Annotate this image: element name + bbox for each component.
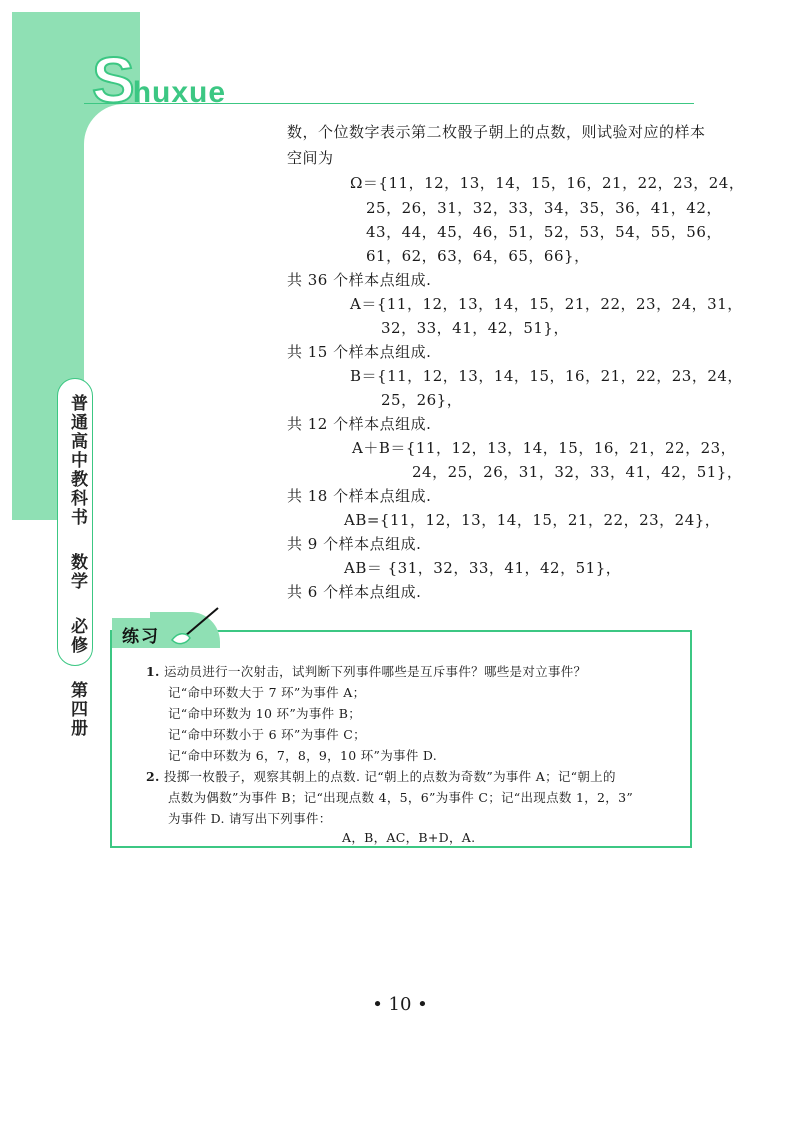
exercise-text: 点数为偶数”为事件 B；记“出现点数 4，5，6”为事件 C；记“出现点数 1，2，3”	[168, 790, 634, 805]
exercise-text: 投掷一枚骰子，观察其朝上的点数. 记“朝上的点数为奇数”为事件 A；记“朝上的	[163, 769, 616, 784]
page-number: • 10 •	[372, 994, 428, 1015]
exercise-text: 为事件 D. 请写出下列事件：	[168, 811, 332, 826]
body-line: 数，个位数字表示第二枚骰子朝上的点数，则试验对应的样本	[287, 123, 706, 141]
exercise-text: 记“命中环数大于 7 环”为事件 A；	[168, 685, 366, 700]
exercise-text: 记“命中环数为 6，7，8，9，10 环”为事件 D.	[168, 748, 438, 763]
body-line: 25，26，31，32，33，34，35，36，41，42，	[366, 199, 722, 217]
body-line: AB＝ {31，32，33，41，42，51}，	[344, 559, 622, 577]
body-line: 25，26}，	[381, 391, 463, 409]
exercise-text: 运动员进行一次射击，试判断下列事件哪些是互斥事件？哪些是对立事件？	[163, 664, 587, 679]
exercise-title: 练习	[122, 627, 160, 647]
body-line: B＝{11，12，13，14，15，16，21，22，23，24，	[350, 367, 743, 385]
body-line: 共 15 个样本点组成.	[287, 343, 432, 361]
exercise-text: 记“命中环数小于 6 环”为事件 C；	[168, 727, 366, 742]
body-line: AB={11，12，13，14，15，21，22，23，24}，	[344, 511, 721, 529]
side-tab-text	[60, 394, 90, 738]
body-line: 共 12 个样本点组成.	[287, 415, 432, 433]
exercise-number: 2.	[146, 769, 160, 784]
volume: 第四册	[67, 680, 87, 738]
body-line: A＝{11，12，13，14，15，21，22，23，24，31，	[350, 295, 743, 313]
body-line: 共 6 个样本点组成.	[287, 583, 422, 601]
body-line: 32，33，41，42，51}，	[381, 319, 569, 337]
subject: 数学	[67, 552, 87, 591]
body-line: 共 36 个样本点组成.	[287, 271, 432, 289]
body-line: 24，25，26，31，32，33，41，42，51}，	[412, 463, 743, 481]
body-line: 共 18 个样本点组成.	[287, 487, 432, 505]
body-line: Ω＝{11，12，13，14，15，16，21，22，23，24，	[350, 174, 745, 192]
body-line: 共 9 个样本点组成.	[287, 535, 422, 553]
shuxue-logo: Shuxue	[92, 44, 227, 116]
volume-type: 必修	[67, 616, 87, 655]
exercise-number: 1.	[146, 664, 160, 679]
book-title: 普通高中教科书	[67, 394, 87, 527]
body-line: 61，62，63，64，65，66}，	[366, 247, 590, 265]
exercise-text: 记“命中环数为 10 环”为事件 B；	[168, 706, 361, 721]
exercise-item	[146, 662, 586, 680]
body-line: 43，44，45，46，51，52，53，54，55，56，	[366, 223, 722, 241]
body-line: 空间为	[287, 149, 334, 167]
exercise-answer-line: A，B，AC，B+D，A.	[342, 830, 476, 845]
pen-icon	[168, 602, 226, 648]
body-line: A＋B＝{11，12，13，14，15，16，21，22，23，	[352, 439, 737, 457]
exercise-item	[146, 767, 616, 785]
